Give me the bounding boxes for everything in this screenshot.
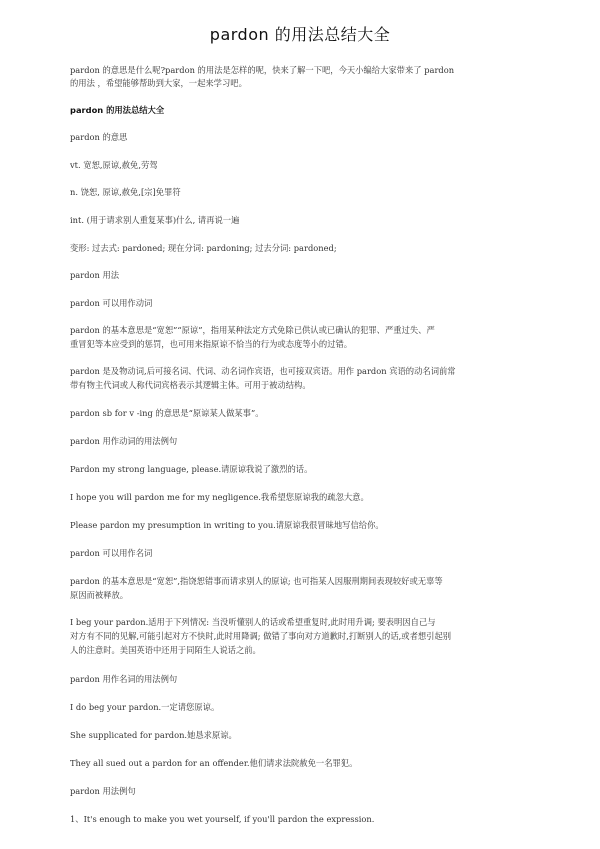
verb-meaning-line-1: pardon 的基本意思是“宽恕”“原谅”，指用某种法定方式免除已供认或已确认的犯罪、严重过失、严 [70, 325, 435, 335]
examples-heading: pardon 用法例句 [70, 786, 136, 796]
verb-example-2: I hope you will pardon me for my negligence.我希望您原谅我的疏忽大意。 [70, 492, 369, 502]
word-forms: 变形: 过去式: pardoned; 现在分词: pardoning; 过去分词: pardoned; [70, 243, 337, 253]
final-example: 1、It's enough to make you wet yourself, if you'll pardon the expression. [70, 814, 375, 824]
noun-example-1: I do beg your pardon.一定请您原谅。 [70, 702, 220, 712]
usage-label: pardon 用法 [70, 270, 120, 280]
meaning-label: pardon 的意思 [70, 132, 128, 142]
verb-example-3: Please pardon my presumption in writing to you.请原谅我很冒昧地写信给你。 [70, 520, 384, 530]
intro-line-2: 的用法 ，希望能够帮助到大家，一起来学习吧。 [70, 78, 247, 88]
verb-example-1: Pardon my strong language, please.请原谅我说了激烈的话。 [70, 464, 313, 474]
verb-label: pardon 可以用作动词 [70, 298, 153, 308]
noun-example-3: They all sued out a pardon for an offender.他们请求法院赦免一名罪犯。 [70, 758, 358, 768]
noun-meaning-line-1: pardon 的基本意思是“宽恕”,指饶恕错事而请求别人的原谅; 也可指某人因服刑期间表现较好或无辜等 [70, 576, 443, 586]
intro-line-1: pardon 的意思是什么呢?pardon 的用法是怎样的呢，快来了解一下吧，今天小编给大家带来了 pardon [70, 65, 455, 75]
verb-usage-line-2: 带有物主代词或人称代词宾格表示其逻辑主体。可用于被动结构。 [70, 380, 311, 390]
noun-meaning-line-2: 原因而被释放。 [70, 590, 129, 600]
verb-meaning-line-2: 重冒犯等本应受到的惩罚，也可用来指原谅不恰当的行为或态度等小的过错。 [70, 339, 353, 349]
verb-examples-heading: pardon 用作动词的用法例句 [70, 436, 178, 446]
beg-pardon-line-2: 对方有不同的见解,可能引起对方不快时,此时用降调; 做错了事向对方道歉时,打断别人的话,或者想引起别 [70, 631, 452, 641]
beg-pardon-line-3: 人的注意时。美国英语中还用于同陌生人说话之前。 [70, 645, 261, 655]
noun-example-2: She supplicated for pardon.她恳求原谅。 [70, 730, 237, 740]
noun-label: pardon 可以用作名词 [70, 548, 153, 558]
sb-for-usage: pardon sb for v -ing 的意思是“原谅某人做某事”。 [70, 408, 264, 418]
section-heading: pardon 的用法总结大全 [70, 105, 165, 115]
meaning-vt: vt. 宽恕,原谅,赦免,劳驾 [70, 160, 158, 170]
beg-pardon-line-1: I beg your pardon.适用于下列情况: 当没听懂别人的话或希望重复时,此时用升调; 要表明因自己与 [70, 617, 436, 627]
noun-examples-heading: pardon 用作名词的用法例句 [70, 674, 178, 684]
verb-usage-line-1: pardon 是及物动词,后可接名词、代词、动名词作宾语，也可接双宾语。用作 pardon 宾语的动名词前常 [70, 366, 456, 376]
meaning-int: int. (用于请求别人重复某事)什么, 请再说一遍 [70, 215, 240, 225]
page-title: pardon 的用法总结大全 [209, 25, 391, 44]
meaning-n: n. 饶恕, 原谅,赦免,[宗]免罪符 [70, 187, 181, 197]
